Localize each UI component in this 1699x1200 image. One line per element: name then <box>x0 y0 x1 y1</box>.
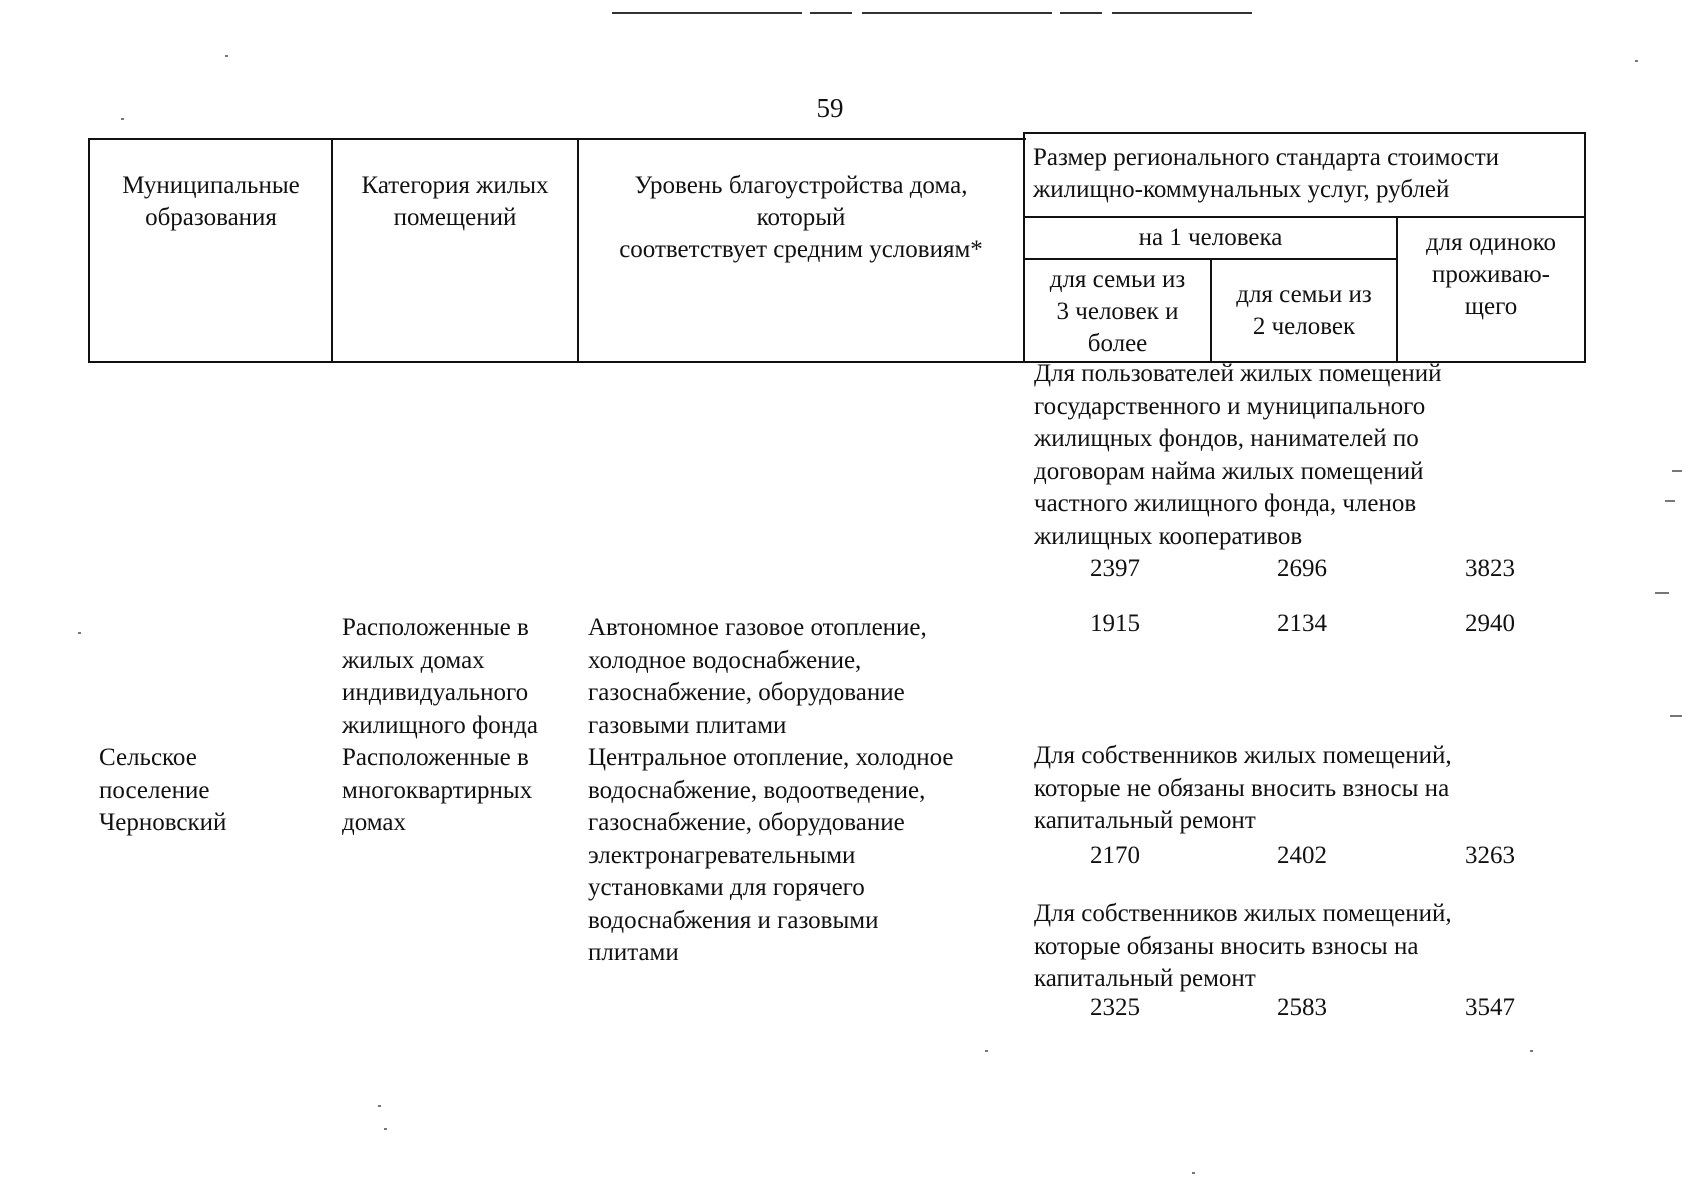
table-header <box>88 132 1586 362</box>
municipality-name: Сельское поселение Черновский <box>99 744 227 836</box>
owners-no-fee-single: 3263 <box>1465 842 1515 869</box>
scan-speck <box>1670 715 1682 717</box>
header-family-3: для семьи из 3 человек и более <box>1049 266 1186 357</box>
header-left-border <box>88 138 90 363</box>
section-users-label: Для пользователей жилых помещений государственного и муниципального жилищных фондов, нанимателей по договорам найма жилых помещений частного жилищного фонда, членов жилищных кооперативов <box>1034 360 1442 550</box>
users-value-family3: 2397 <box>1090 555 1140 582</box>
scan-speck <box>1530 1050 1533 1052</box>
users-value-family2: 2696 <box>1277 555 1327 582</box>
individual-category: Расположенные в жилых домах индивидуального жилищного фонда <box>342 614 538 739</box>
header-level: Уровень благоустройства дома, который соответствует средним условиям* <box>619 172 983 263</box>
scan-top-rule <box>612 12 1252 14</box>
apartment-category: Расположенные в многоквартирных домах <box>342 744 533 836</box>
header-single: для одиноко проживаю- щего <box>1425 229 1557 320</box>
scan-speck <box>378 1105 381 1107</box>
header-standard: Размер регионального стандарта стоимости жилищно-коммунальных услуг, рублей <box>1033 144 1500 203</box>
scan-speck <box>1635 60 1638 62</box>
individual-value-family3: 1915 <box>1090 610 1140 637</box>
scan-speck <box>225 55 228 57</box>
scan-speck <box>78 632 81 634</box>
header-family-2: для семьи из 2 человек <box>1236 281 1372 340</box>
individual-value-single: 2940 <box>1465 610 1515 637</box>
header-category: Категория жилых помещений <box>361 172 549 231</box>
users-value-single: 3823 <box>1465 555 1515 582</box>
header-col-divider <box>331 138 333 363</box>
owners-no-fee-family2: 2402 <box>1277 842 1327 869</box>
header-top-border-left <box>88 138 1026 140</box>
scan-speck <box>1672 470 1682 472</box>
scan-speck <box>1665 500 1675 502</box>
header-right-border <box>1584 132 1586 363</box>
owners-fee-family3: 2325 <box>1090 994 1140 1021</box>
header-col-divider <box>577 138 579 363</box>
page-number: 59 <box>816 93 844 123</box>
header-municipal: Муниципальные образования <box>122 172 300 231</box>
scan-speck <box>1192 1172 1195 1174</box>
owners-fee-label: Для собственников жилых помещений, которые обязаны вносить взносы на капитальный ремонт <box>1034 900 1452 992</box>
owners-no-fee-label: Для собственников жилых помещений, которые не обязаны вносить взносы на капитальный ремонт <box>1034 742 1452 834</box>
individual-value-family2: 2134 <box>1277 610 1327 637</box>
header-sub-rule <box>1023 216 1586 218</box>
owners-fee-single: 3547 <box>1465 994 1515 1021</box>
owners-no-fee-family3: 2170 <box>1090 842 1140 869</box>
owners-fee-family2: 2583 <box>1277 994 1327 1021</box>
scan-speck <box>121 118 124 120</box>
scan-speck <box>384 1128 387 1130</box>
scan-speck <box>985 1050 988 1052</box>
scan-speck <box>1655 592 1669 594</box>
header-per-person: на 1 человека <box>1138 224 1283 251</box>
apartment-level: Центральное отопление, холодное водоснабжение, водоотведение, газоснабжение, оборудование электронагревательными установками для горячего водоснабжения и газовыми плитами <box>588 744 954 966</box>
individual-level: Автономное газовое отопление, холодное водоснабжение, газоснабжение, оборудование газовыми плитами <box>588 614 927 739</box>
header-top-border-right <box>1025 132 1586 134</box>
